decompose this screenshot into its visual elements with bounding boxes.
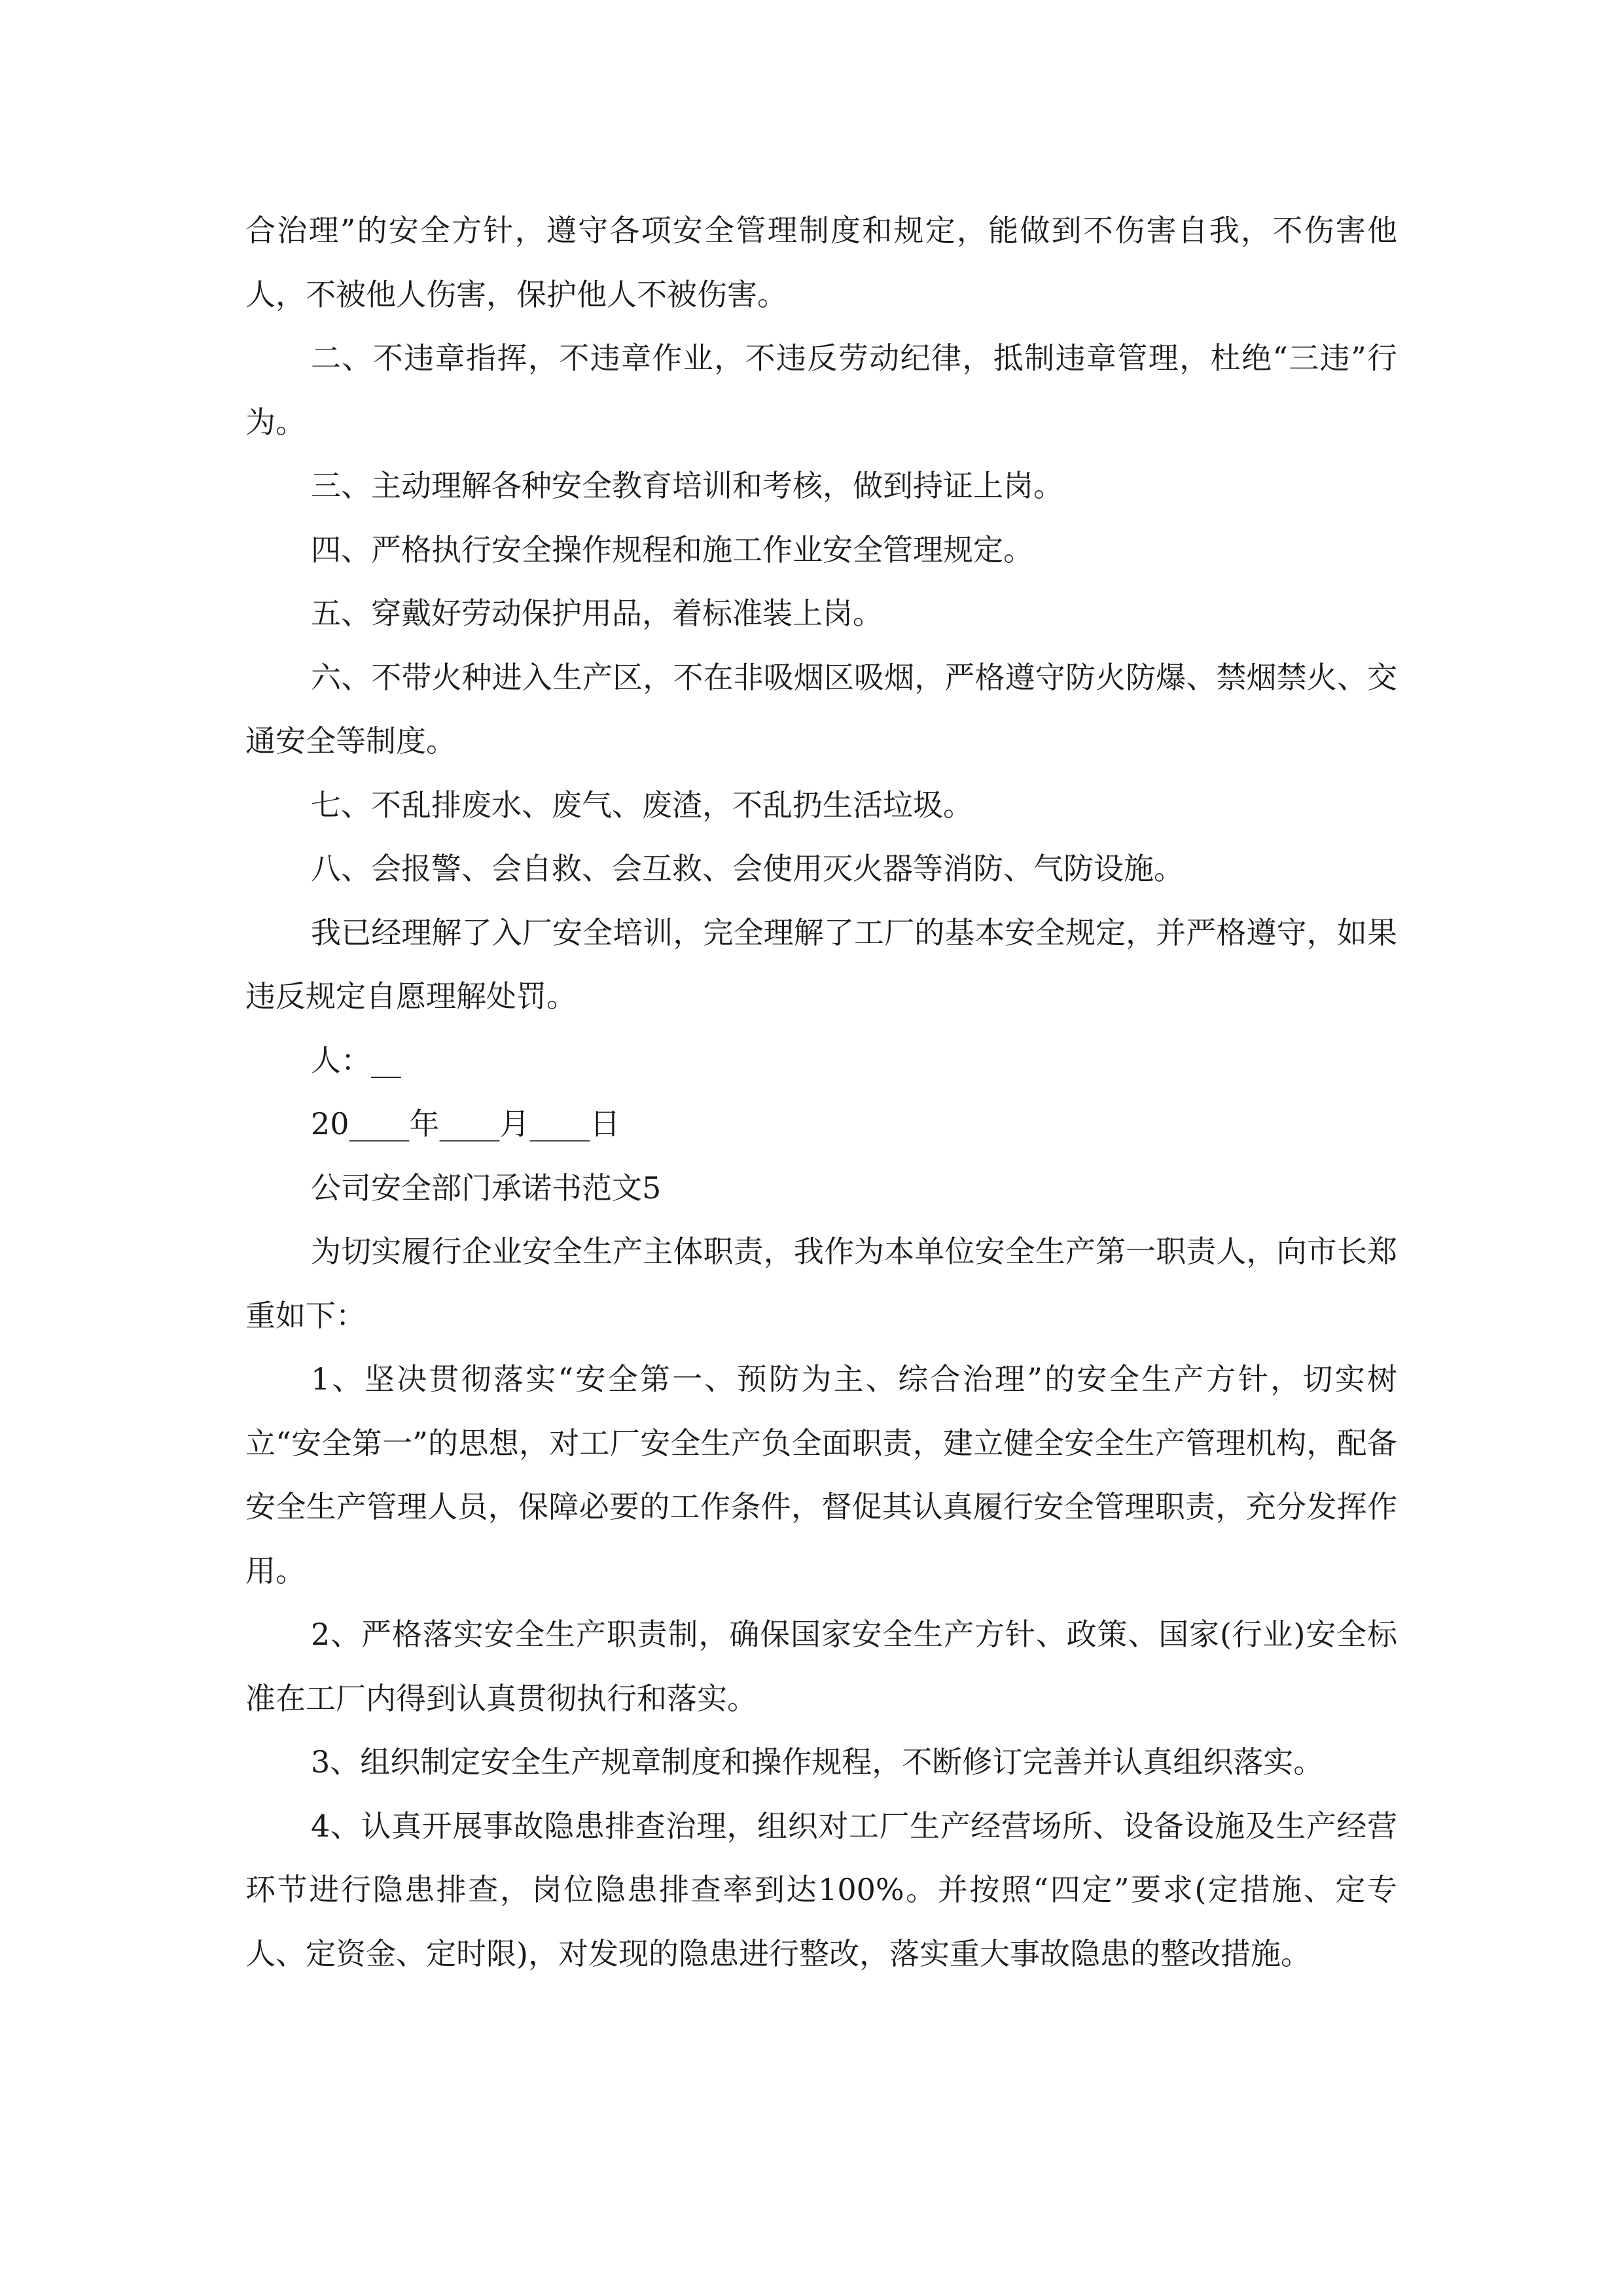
date-line: 20____年____月____日 [311, 1106, 620, 1141]
document-body [245, 199, 1397, 1986]
paragraph-item-7: 七、不乱排废水、废气、废渣，不乱扔生活垃圾。 [311, 787, 973, 823]
paragraph-item-6: 六、不带火种进入生产区，不在非吸烟区吸烟，严格遵守防火防爆、禁烟禁火、交通安全等制度。 [245, 659, 1397, 759]
section-heading: 公司安全部门承诺书范文5 [311, 1170, 662, 1206]
paragraph-item-2: 二、不违章指挥，不违章作业，不违反劳动纪律，抵制违章管理，杜绝“三违”行为。 [245, 340, 1397, 440]
paragraph-point-3: 3、组织制定安全生产规章制度和操作规程，不断修订完善并认真组织落实。 [311, 1744, 1324, 1780]
paragraph-point-4: 4、认真开展事故隐患排查治理，组织对工厂生产经营场所、设备设施及生产经营环节进行隐患排查，岗位隐患排查率到达100%。并按照“四定”要求(定措施、定专人、定资金、定时限)，对发现的隐患进行整改，落实重大事故隐患的整改措施。 [245, 1808, 1397, 1971]
paragraph-item-5: 五、穿戴好劳动保护用品，着标准装上岗。 [311, 596, 883, 631]
paragraph-item-8: 八、会报警、会自救、会互救、会使用灭火器等消防、气防设施。 [311, 851, 1184, 886]
paragraph-declaration: 我已经理解了入厂安全培训，完全理解了工厂的基本安全规定，并严格遵守，如果违反规定自愿理解处罚。 [245, 914, 1397, 1014]
signature-line: 人：__ [311, 1042, 401, 1078]
paragraph-item-3: 三、主动理解各种安全教育培训和考核，做到持证上岗。 [311, 468, 1063, 503]
paragraph-item-4: 四、严格执行安全操作规程和施工作业安全管理规定。 [311, 531, 1033, 567]
paragraph-point-2: 2、严格落实安全生产职责制，确保国家安全生产方针、政策、国家(行业)安全标准在工厂内得到认真贯彻执行和落实。 [245, 1617, 1397, 1716]
paragraph-point-1: 1、坚决贯彻落实“安全第一、预防为主、综合治理”的安全生产方针，切实树立“安全第一”的思想，对工厂安全生产负全面职责，建立健全安全生产管理机构，配备安全生产管理人员，保障必要的工作条件，督促其认真履行安全管理职责，充分发挥作用。 [245, 1361, 1397, 1588]
paragraph-intro: 为切实履行企业安全生产主体职责，我作为本单位安全生产第一职责人，向市长郑重如下： [245, 1234, 1397, 1333]
paragraph-continuation: 合治理”的安全方针，遵守各项安全管理制度和规定，能做到不伤害自我，不伤害他人，不被他人伤害，保护他人不被伤害。 [245, 213, 1397, 312]
